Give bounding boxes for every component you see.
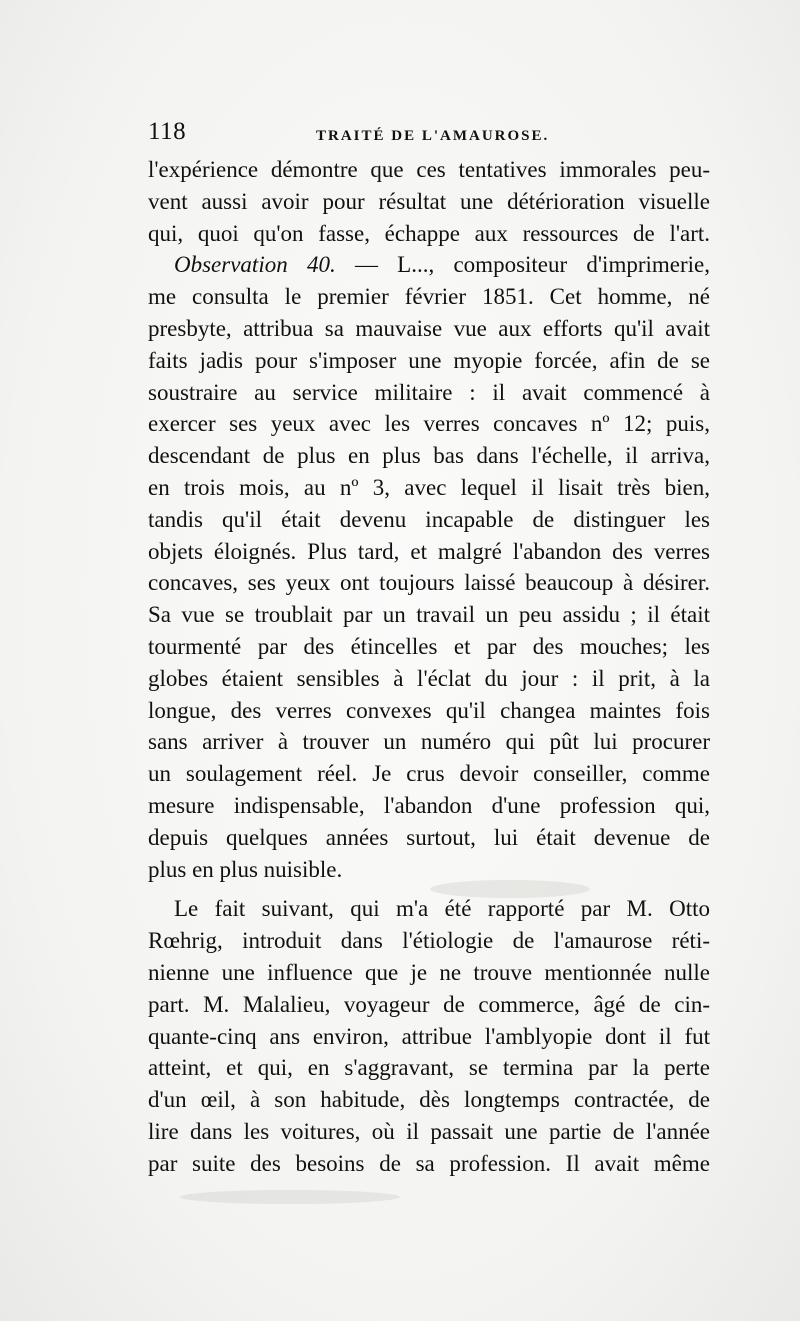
text-line: sans arriver à trouver un numéro qui pût lui procurer bbox=[148, 729, 710, 755]
paragraph-3 bbox=[148, 893, 710, 1179]
text-line: Le fait suivant, qui m'a été rapporté par M. Otto bbox=[174, 896, 710, 922]
text-line: me consulta le premier février 1851. Cet homme, né bbox=[148, 284, 710, 310]
text-line: depuis quelques années surtout, lui était devenue de bbox=[148, 824, 710, 850]
text-line: presbyte, attribua sa mauvaise vue aux efforts qu'il avait bbox=[148, 315, 710, 341]
text-line: objets éloignés. Plus tard, et malgré l'abandon des verres bbox=[148, 538, 710, 564]
text-line: tandis qu'il était devenu incapable de distinguer les bbox=[148, 506, 710, 532]
observation-label: Observation 40. bbox=[174, 252, 336, 278]
body-text bbox=[148, 154, 710, 1180]
paragraph-1 bbox=[148, 154, 710, 249]
text-line: nienne une influence que je ne trouve mentionnée nulle bbox=[148, 959, 710, 985]
text-line: Sa vue se troublait par un travail un peu assidu ; il était bbox=[148, 602, 710, 628]
text-line: tourmenté par des étincelles et par des mouches; les bbox=[148, 633, 710, 659]
text-line: Observation 40. — L..., compositeur d'imprimerie, bbox=[174, 252, 710, 278]
text-line: un soulagement réel. Je crus devoir conseiller, comme bbox=[148, 761, 710, 787]
text-line: vent aussi avoir pour résultat une détérioration visuelle bbox=[148, 188, 710, 214]
paragraph-gap bbox=[148, 885, 710, 893]
text-line: faits jadis pour s'imposer une myopie forcée, afin de se bbox=[148, 347, 710, 373]
text-line: l'expérience démontre que ces tentatives immorales peu- bbox=[148, 157, 710, 182]
text-line: d'un œil, à son habitude, dès longtemps contractée, de bbox=[148, 1087, 710, 1113]
running-title: TRAITÉ DE L'AMAUROSE. bbox=[316, 128, 550, 144]
text-line: Rœhrig, introduit dans l'étiologie de l'amaurose réti- bbox=[148, 928, 710, 954]
text-line: qui, quoi qu'on fasse, échappe aux ressources de l'art. bbox=[148, 220, 710, 246]
text-line: lire dans les voitures, où il passait une partie de l'année bbox=[148, 1118, 710, 1144]
text-line: atteint, et qui, en s'aggravant, se termina par la perte bbox=[148, 1055, 710, 1081]
running-head bbox=[148, 118, 710, 152]
text-line: concaves, ses yeux ont toujours laissé beaucoup à désirer. bbox=[148, 570, 710, 596]
text-line: plus en plus nuisible. bbox=[148, 856, 343, 882]
text-line: descendant de plus en plus bas dans l'échelle, il arriva, bbox=[148, 443, 710, 469]
text-line: en trois mois, au nº 3, avec lequel il lisait très bien, bbox=[148, 474, 710, 500]
text-line: soustraire au service militaire : il avait commencé à bbox=[148, 379, 710, 405]
paragraph-observation-40 bbox=[148, 249, 710, 885]
text-line: mesure indispensable, l'abandon d'une profession qui, bbox=[148, 792, 710, 818]
paper-stain bbox=[180, 1190, 400, 1204]
page-number: 118 bbox=[148, 118, 187, 145]
text-line: quante-cinq ans environ, attribue l'amblyopie dont il fut bbox=[148, 1023, 710, 1049]
text-line: globes étaient sensibles à l'éclat du jour : il prit, à la bbox=[148, 665, 710, 691]
text-line: longue, des verres convexes qu'il changea maintes fois bbox=[148, 697, 710, 723]
text-line: par suite des besoins de sa profession. Il avait même bbox=[148, 1150, 710, 1176]
text-line: exercer ses yeux avec les verres concaves nº 12; puis, bbox=[148, 411, 710, 437]
text-line: part. M. Malalieu, voyageur de commerce, âgé de cin- bbox=[148, 991, 710, 1017]
